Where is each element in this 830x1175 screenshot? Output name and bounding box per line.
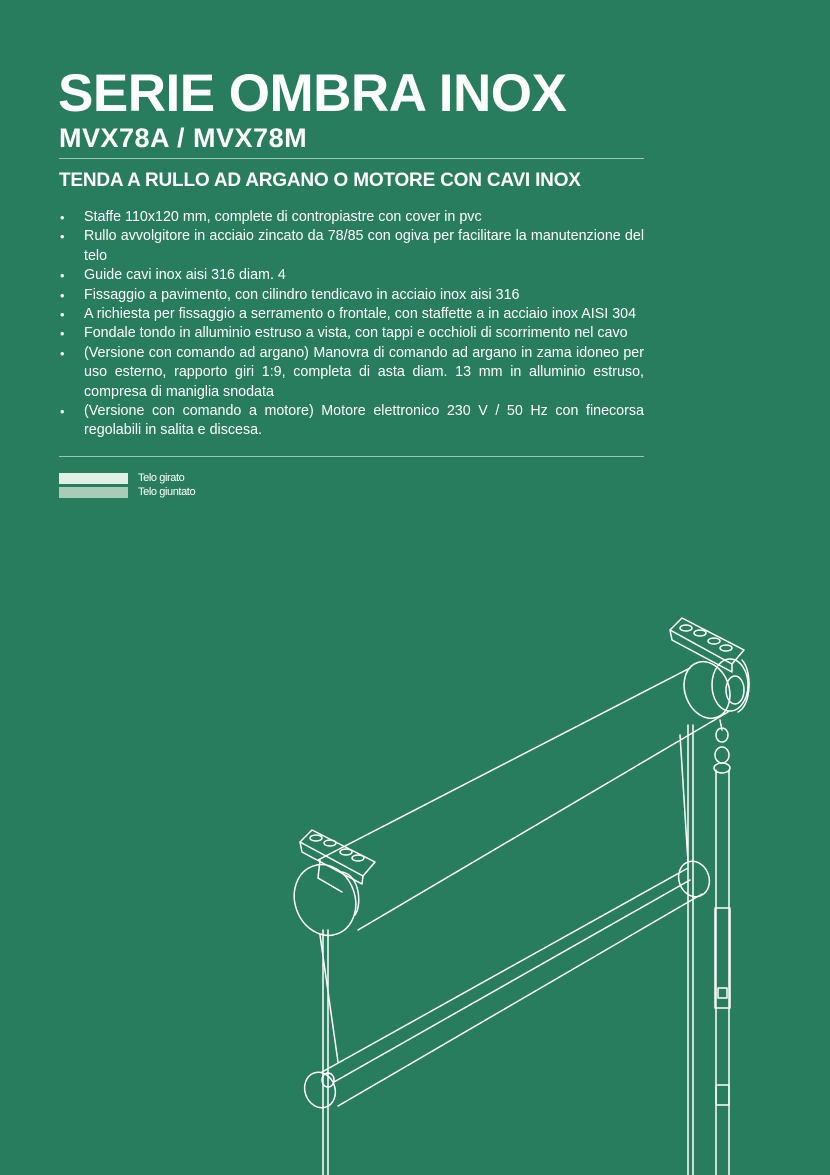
feature-item-brackets: • Staffe 110x120 mm, complete di contropiastre con cover in pvc xyxy=(59,208,644,227)
legend-label: Telo giuntato xyxy=(138,485,196,498)
model-codes: MVX78A / MVX78M xyxy=(59,123,308,153)
product-heading: TENDA A RULLO AD ARGANO O MOTORE CON CAVI INOX xyxy=(59,170,581,191)
page-title: SERIE OMBRA INOX xyxy=(58,64,567,123)
feature-item-motor-version: • (Versione con comando a motore) Motore elettronico 230 V / 50 Hz con finecorsa regolabili in salita e discesa. xyxy=(59,402,644,441)
left-bracket xyxy=(284,830,375,944)
bottom-bar xyxy=(300,857,715,1112)
cable-lines xyxy=(323,725,693,1175)
crank-rod xyxy=(714,720,730,1175)
right-bracket xyxy=(670,618,749,712)
feature-item-bottom-bar: • Fondale tondo in alluminio estruso a vista, con tappi e occhioli di scorrimento nel cavo xyxy=(59,324,644,343)
feature-item-optional-fixing: • A richiesta per fissaggio a serramento o frontale, con staffette a in acciaio inox AISI 304 xyxy=(59,305,644,324)
feature-item-roller: • Rullo avvolgitore in acciaio zincato da 78/85 con ogiva per facilitare la manutenzione del telo xyxy=(59,227,644,266)
feature-item-cable-guides: • Guide cavi inox aisi 316 diam. 4 xyxy=(59,266,644,285)
legend-label: Telo girato xyxy=(138,471,185,484)
feature-item-floor-fixing: • Fissaggio a pavimento, con cilindro tendicavo in acciaio inox aisi 316 xyxy=(59,286,644,305)
feature-item-crank-version: • (Versione con comando ad argano) Manovra di comando ad argano in zama idoneo per uso esterno, rapporto giri 1:9, completa di asta diam. 13 mm in alluminio estruso, compresa di maniglia snodata xyxy=(59,344,644,402)
